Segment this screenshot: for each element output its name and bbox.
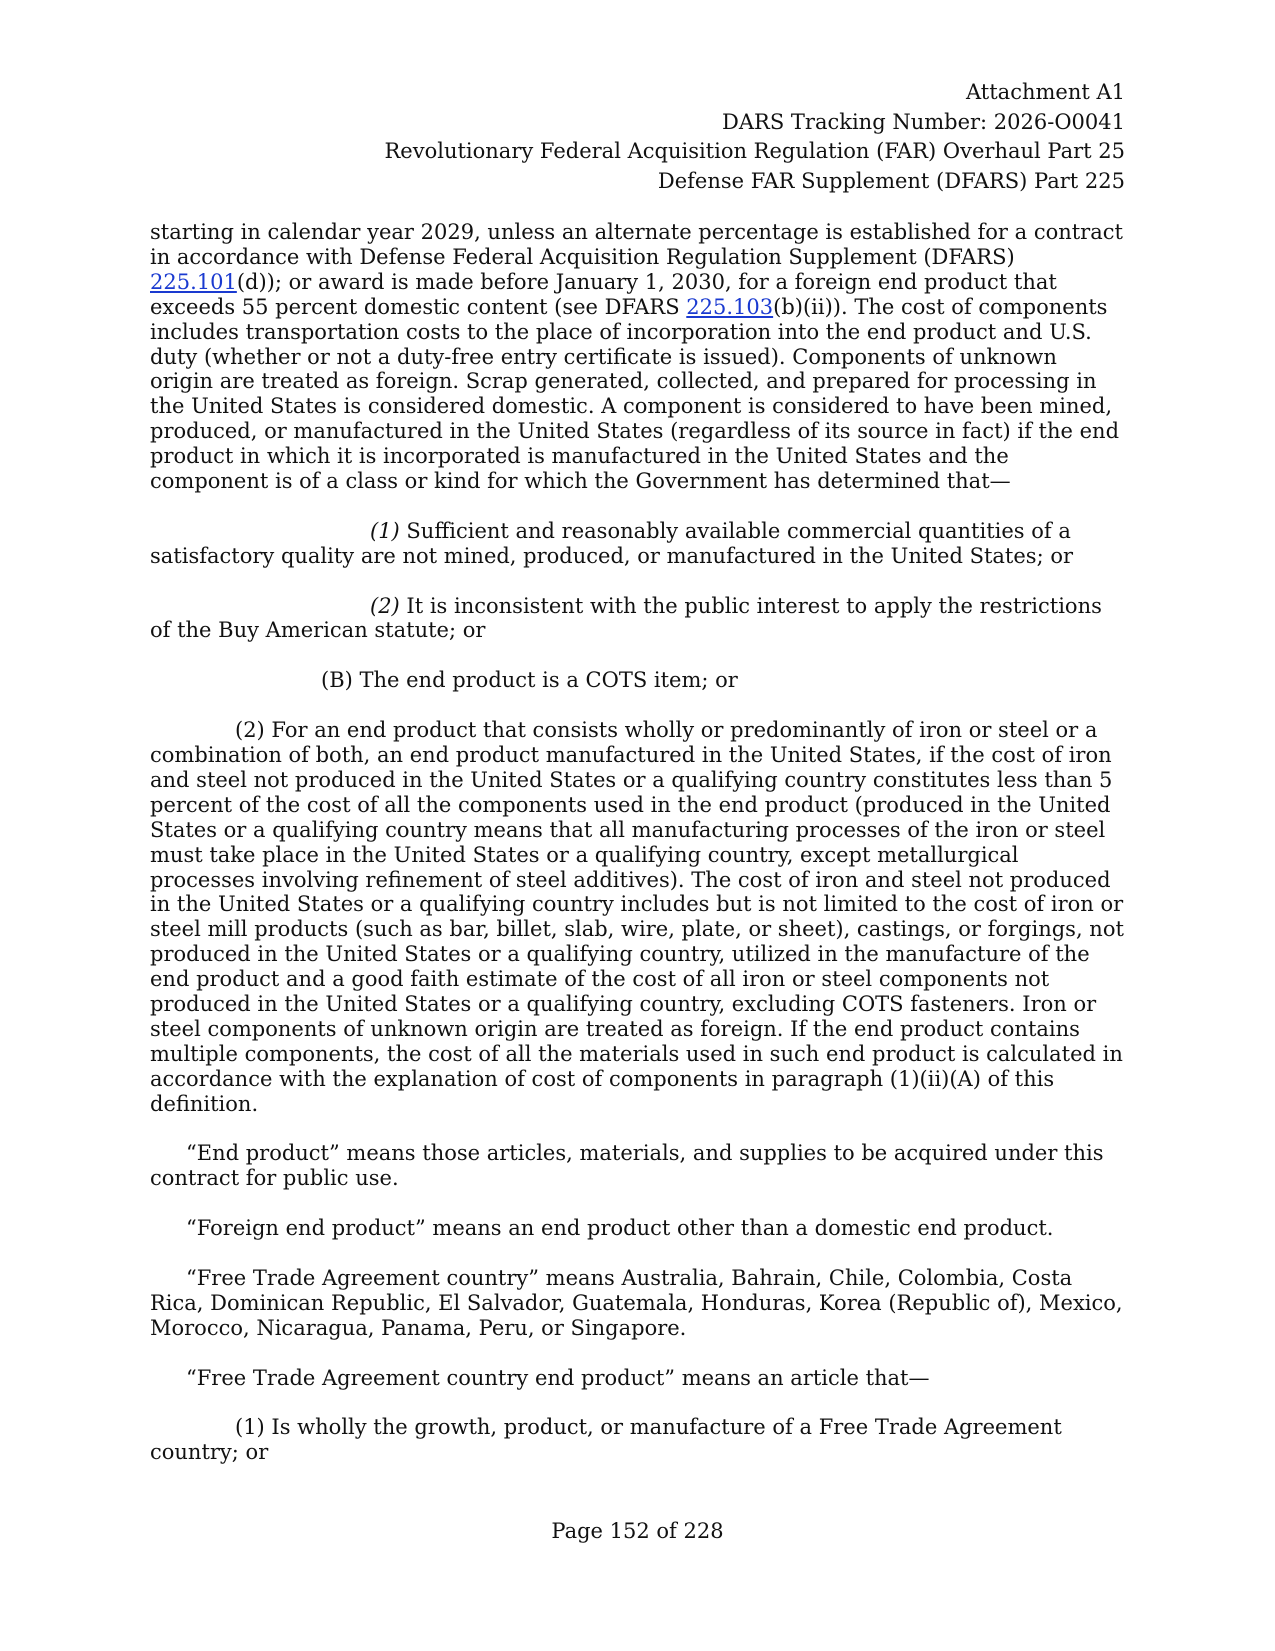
link-dfars-225-101[interactable]: 225.101 xyxy=(150,269,237,294)
header-tracking-number: DARS Tracking Number: 2026-O0041 xyxy=(722,109,1125,134)
continued-text-2: (d)); or award is made before January 1, 2030, for a foreign end product that exceeds 55 percent domestic content (see DFARS xyxy=(150,269,1057,319)
header-far-part: Revolutionary Federal Acquisition Regulation (FAR) Overhaul Part 25 xyxy=(384,139,1125,163)
page-header xyxy=(150,78,1125,196)
subparagraph-2 xyxy=(150,594,1125,644)
subparagraph-1-number: (1) xyxy=(370,518,400,543)
definition-foreign-end-product: “Foreign end product” means an end product other than a domestic end product. xyxy=(186,1216,1054,1241)
paragraph-2-iron-steel: (2) For an end product that consists wholly or predominantly of iron or steel or a combination of both, an end product manufactured in the United States, if the cost of iron and steel not produced in the United States or a qualifying country constitutes less than 5 percent of the cost of all the components used in the end product (produced in the United States or a qualifying country means that all manufacturing processes of the iron or steel must take place in the United States or a qualifying country, except metallurgical processes involving refinement of steel additives). The cost of iron and steel not produced in the United States or a qualifying country includes but is not limited to the cost of iron or steel mill products (such as bar, billet, slab, wire, plate, or sheet), castings, or forgings, not produced in the United States or a qualifying country, utilized in the manufacture of the end product and a good faith estimate of the cost of all iron or steel components not produced in the United States or a qualifying country, excluding COTS fasteners. Iron or steel components of unknown origin are treated as foreign. If the end product contains multiple components, the cost of all the materials used in such end product is calculated in accordance with the explanation of cost of components in paragraph (1)(ii)(A) of this definition. xyxy=(150,718,1124,1116)
definition-end-product: “End product” means those articles, materials, and supplies to be acquired under this contract for public use. xyxy=(150,1141,1104,1191)
document-body xyxy=(150,220,1125,1465)
subparagraph-2-text: It is inconsistent with the public interest to apply the restrictions of the Buy American statute; or xyxy=(150,593,1102,643)
document-page xyxy=(150,78,1125,1638)
subparagraph-1-text: Sufficient and reasonably available commercial quantities of a satisfactory quality are not mined, produced, or manufactured in the United States; or xyxy=(150,518,1074,568)
definition-fta-country: “Free Trade Agreement country” means Australia, Bahrain, Chile, Colombia, Costa Rica, Dominican Republic, El Salvador, Guatemala, Honduras, Korea (Republic of), Mexico, Morocco, Nicaragua, Panama, Peru, or Singapore. xyxy=(150,1265,1123,1340)
continued-paragraph xyxy=(150,220,1125,494)
header-dfars-part: Defense FAR Supplement (DFARS) Part 225 xyxy=(657,168,1125,193)
paragraph-B: (B) The end product is a COTS item; or xyxy=(321,668,738,693)
subparagraph-2-number: (2) xyxy=(370,593,400,618)
continued-text-1: starting in calendar year 2029, unless an alternate percentage is established for a contract in accordance with Defense Federal Acquisition Regulation Supplement (DFARS) xyxy=(150,220,1123,269)
continued-text-3: (b)(ii)). The cost of components includes transportation costs to the place of incorporation into the end product and U.S. duty (whether or not a duty-free entry certificate is issued). Components of unknown origin are treated as foreign. Scrap generated, collected, and prepared for processing in the United States is considered domestic. A component is considered to have been mined, produced, or manufactured in the United States (regardless of its source in fact) if the end product in which it is incorporated is manufactured in the United States and the component is of a class or kind for which the Government has determined that— xyxy=(150,294,1120,494)
definition-fta-country-end-product: “Free Trade Agreement country end product” means an article that— xyxy=(186,1365,930,1390)
fta-item-1: (1) Is wholly the growth, product, or manufacture of a Free Trade Agreement country; or xyxy=(150,1415,1062,1465)
link-dfars-225-103[interactable]: 225.103 xyxy=(686,294,774,319)
header-attachment: Attachment A1 xyxy=(966,80,1125,104)
page-number: Page 152 of 228 xyxy=(551,1519,724,1543)
subparagraph-1 xyxy=(150,519,1125,569)
